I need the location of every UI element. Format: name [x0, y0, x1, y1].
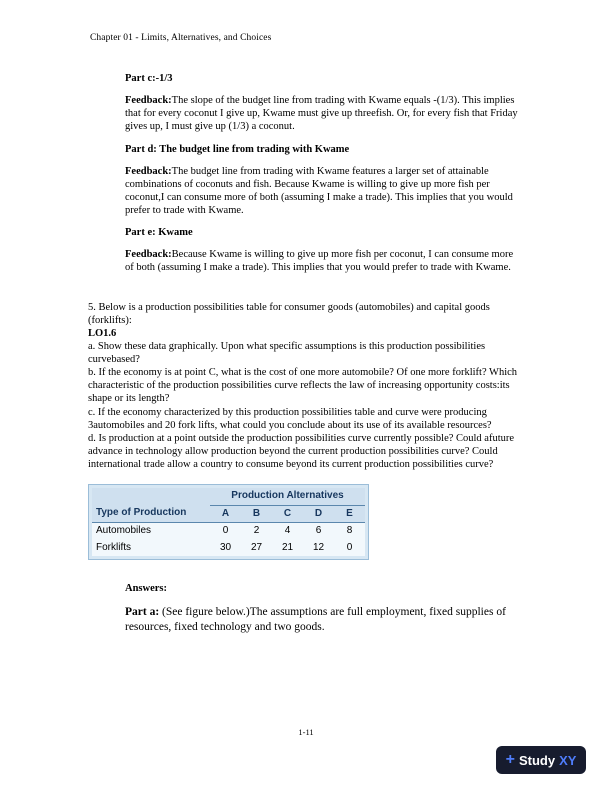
feedback-text: Because Kwame is willing to give up more fish per coconut, I can consume more of both (assuming I make a trade). This implies that you would prefer to trade with Kwame.	[125, 249, 514, 274]
page-number: 1-11	[298, 727, 314, 737]
feedback-label: Feedback:	[125, 249, 172, 261]
table-cell: 4	[272, 523, 303, 540]
column-header: C	[272, 505, 303, 523]
question-intro: 5. Below is a production possibilities table for consumer goods (automobiles) and capital goods (forklifts):	[88, 301, 490, 326]
column-header: E	[334, 505, 365, 523]
table-header-row	[92, 505, 365, 523]
feedback-section	[125, 72, 524, 275]
part-a-text: (See figure below.)The assumptions are full employment, fixed supplies of resources, fixed technology and two goods.	[125, 606, 506, 634]
part-d-heading: Part d: The budget line from trading with Kwame	[125, 143, 350, 155]
part-a-label: Part a:	[125, 606, 160, 619]
feedback-text: The slope of the budget line from trading with Kwame equals -(1/3). This implies that for every coconut I give up, Kwame must give up threefish. Or, for every fish that Friday gives up, I must give up (1/3) a coconut.	[125, 95, 518, 133]
feedback-label: Feedback:	[125, 165, 172, 177]
row-label: Forklifts	[92, 540, 210, 557]
question-item-b: b. If the economy is at point C, what is the cost of one more automobile? Of one more forklift? Which characteristic of the production possibilities curve reflects the law of increasing opportunity costs:its shape or its length?	[88, 367, 518, 405]
question-item-d: d. Is production at a point outside the production possibilities curve currently possible? Could afuture advance in technology allow production beyond the current production possibilities curve? Could international trade allow a country to consume beyond its current production possibilities curve?	[88, 432, 515, 470]
part-d-feedback	[125, 165, 524, 218]
studyxy-logo	[496, 746, 586, 774]
question-item-a: a. Show these data graphically. Upon what specific assumptions is this production possibilities curvebased?	[88, 340, 486, 365]
part-c-heading: Part c:-1/3	[125, 73, 173, 84]
table-cell: 30	[210, 540, 241, 557]
table-cell: 8	[334, 523, 365, 540]
column-header: D	[303, 505, 334, 523]
answers-section	[125, 582, 524, 635]
table-cell: 2	[241, 523, 272, 540]
table-row-header: Type of Production	[92, 505, 210, 523]
table-cell: 27	[241, 540, 272, 557]
table-span-row	[92, 488, 365, 505]
table-cell: 0	[210, 523, 241, 540]
question-item-c: c. If the economy characterized by this production possibilities table and curve were producing 3automobiles and 20 fork lifts, what could you conclude about its use of its available resources?	[88, 406, 492, 431]
part-a-answer	[125, 605, 524, 635]
question-5	[88, 301, 524, 472]
table-cell: 21	[272, 540, 303, 557]
chapter-header: Chapter 01 - Limits, Alternatives, and Choices	[90, 33, 272, 43]
page-content	[88, 72, 524, 635]
table-corner-cell	[92, 488, 210, 505]
learning-objective: LO1.6	[88, 327, 117, 339]
part-e-feedback	[125, 248, 524, 274]
feedback-label: Feedback:	[125, 95, 172, 107]
feedback-text: The budget line from trading with Kwame features a larger set of attainable combinations of coconuts and fish. Because Kwame is willing to give up more fish per coconut,I can consume more of both (assuming I make a trade). This implies that you would prefer to trade with Kwame.	[125, 165, 513, 216]
table-row	[92, 540, 365, 557]
table-row	[92, 523, 365, 540]
table-span-header: Production Alternatives	[210, 488, 365, 505]
row-label: Automobiles	[92, 523, 210, 540]
plus-icon: +	[505, 750, 515, 768]
answers-heading: Answers:	[125, 583, 167, 595]
table-cell: 12	[303, 540, 334, 557]
logo-text-study: Study	[518, 752, 556, 768]
column-header: A	[210, 505, 241, 523]
column-header: B	[241, 505, 272, 523]
logo-text-xy: XY	[559, 752, 577, 768]
table-cell: 6	[303, 523, 334, 540]
table-cell: 0	[334, 540, 365, 557]
part-c-feedback	[125, 94, 524, 133]
production-possibilities-table	[88, 484, 369, 560]
part-e-heading: Part e: Kwame	[125, 227, 193, 239]
